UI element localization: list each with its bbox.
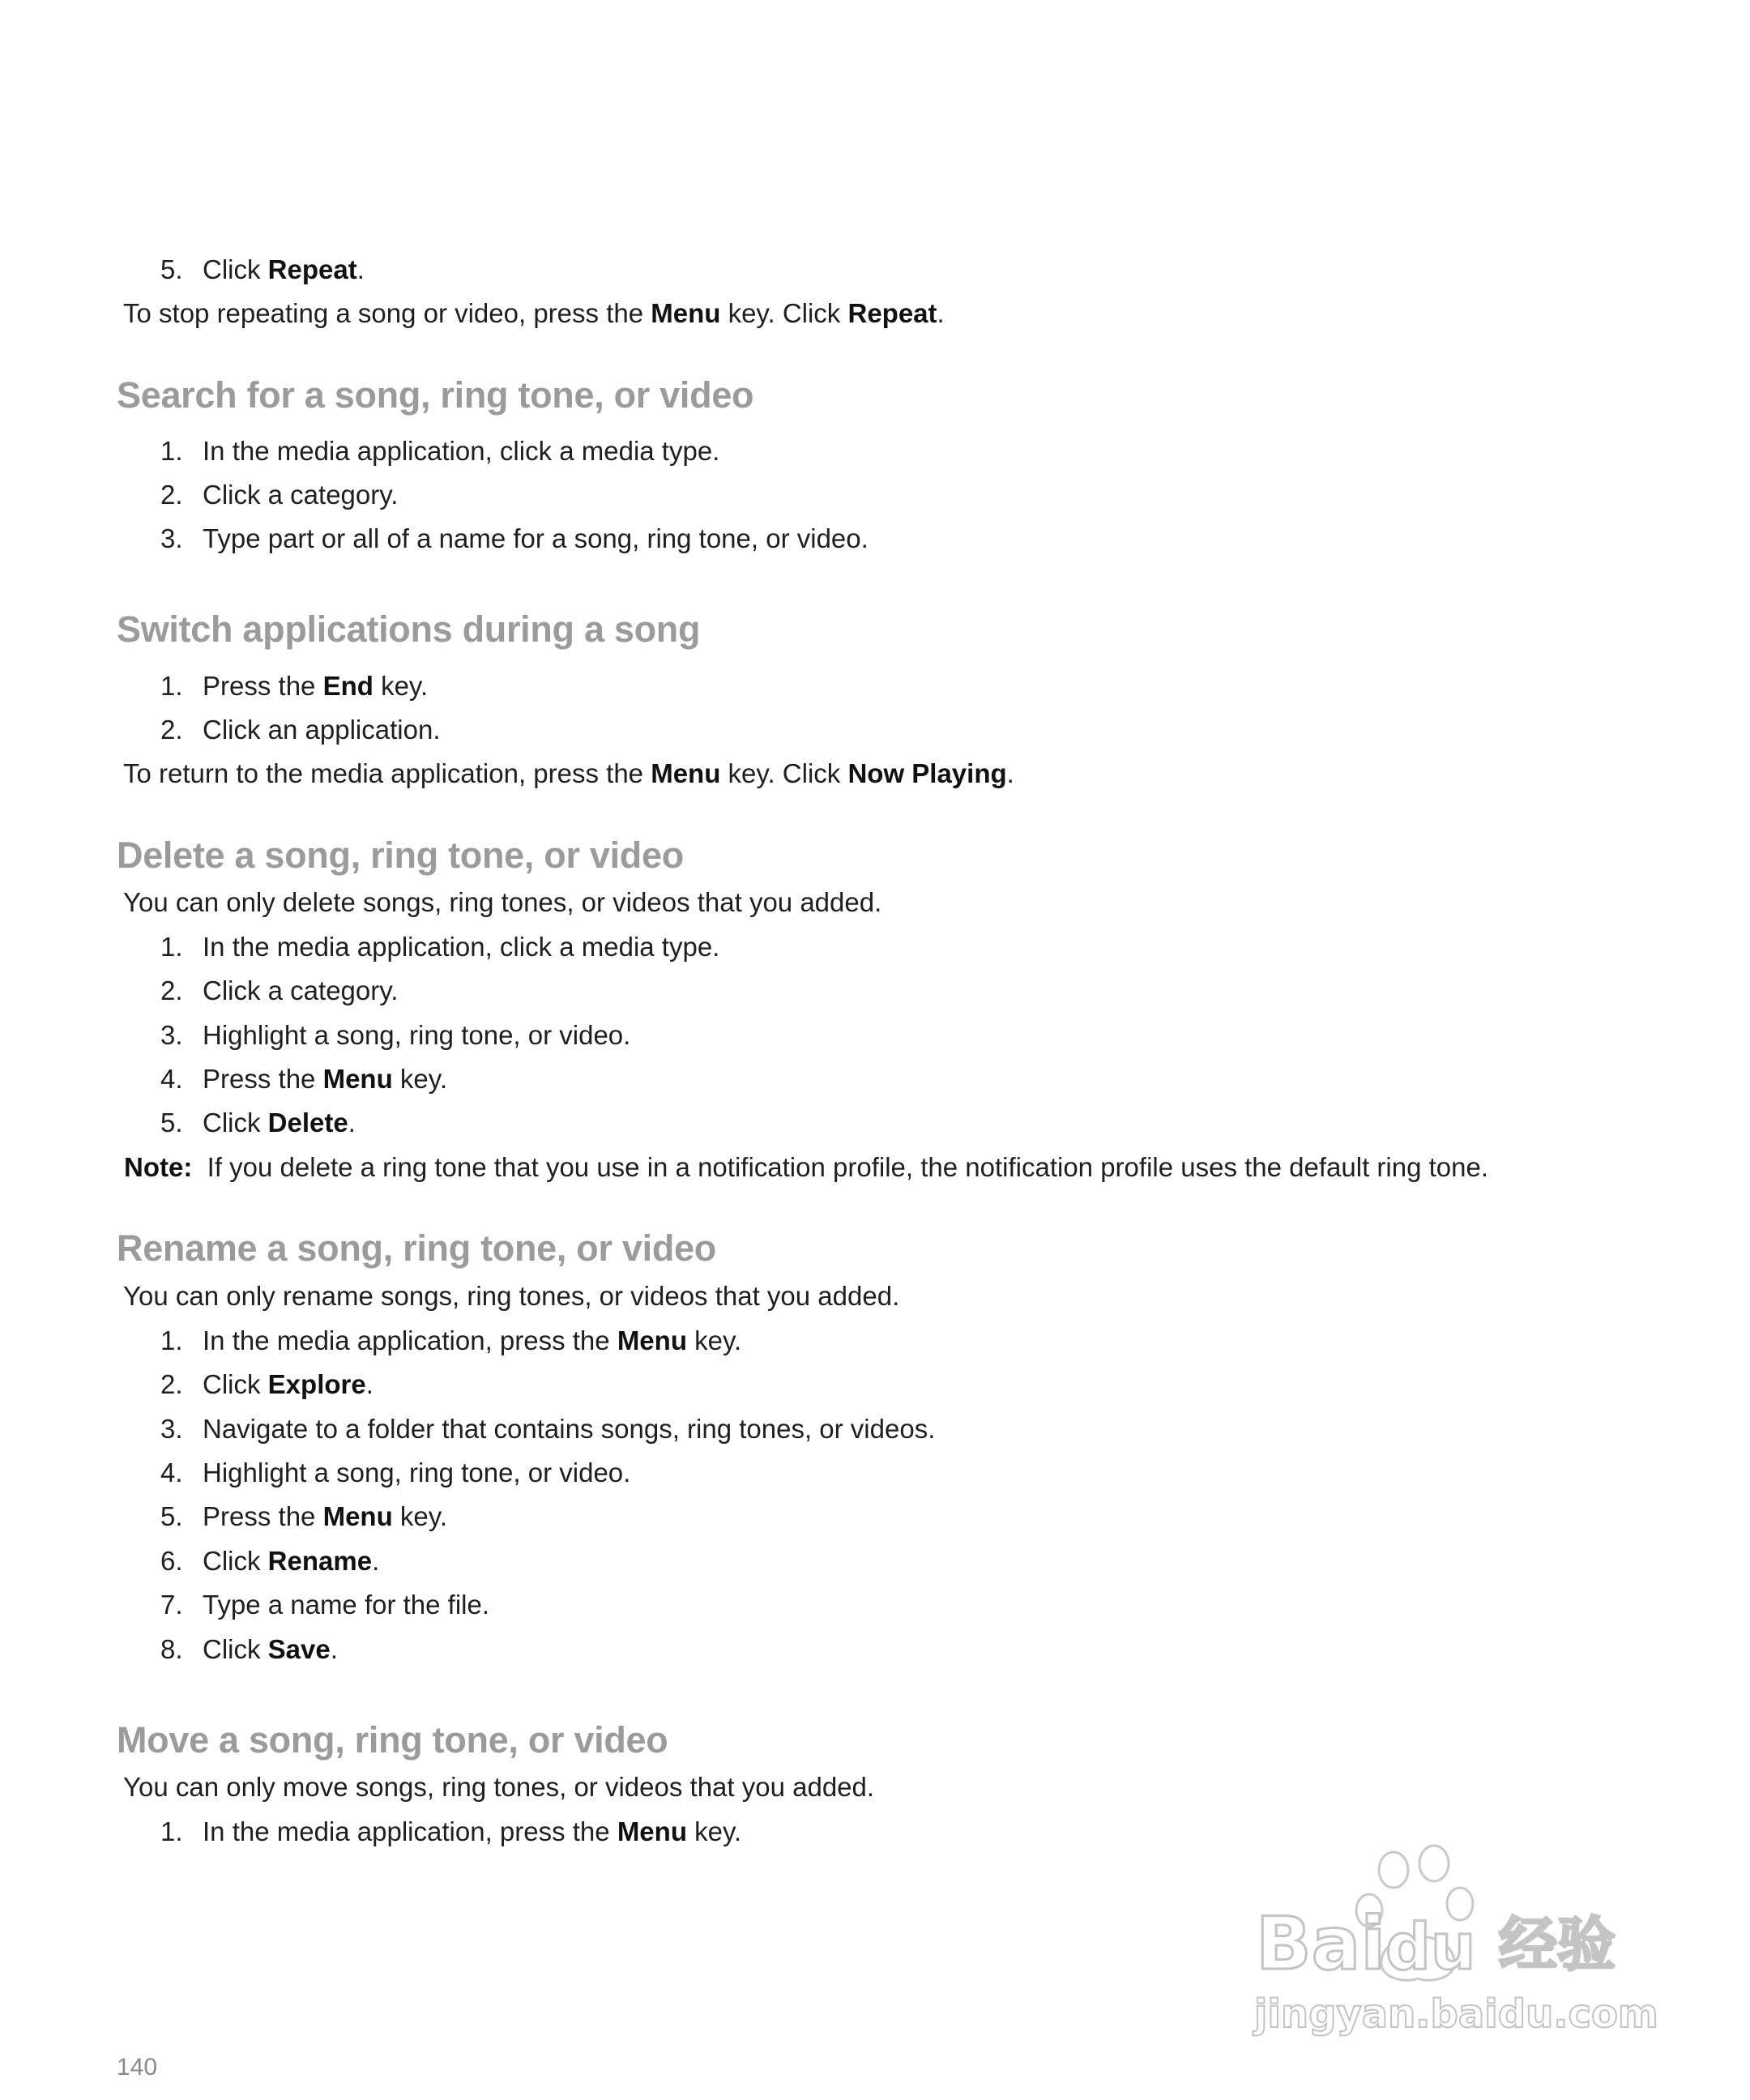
note: Note: If you delete a ring tone that you use in a notification profile, the notification profile uses the default ring tone. — [124, 1152, 1489, 1182]
list-item: 6. Click Rename. — [160, 1546, 380, 1576]
list-item: 2. Click a category. — [160, 480, 399, 510]
paw-toe-icon — [1379, 1852, 1408, 1888]
section-heading-delete: Delete a song, ring tone, or video — [117, 834, 684, 876]
list-item: 1. In the media application, press the Menu key. — [160, 1325, 742, 1355]
note-label: Note: — [124, 1152, 193, 1182]
section-heading-rename: Rename a song, ring tone, or video — [117, 1227, 716, 1269]
list-item: 4. Highlight a song, ring tone, or video. — [160, 1458, 631, 1488]
list-item: 3. Highlight a song, ring tone, or video. — [160, 1020, 631, 1050]
list-item: 2. Click a category. — [160, 975, 399, 1005]
list-item: 1. In the media application, press the Menu key. — [160, 1816, 742, 1846]
svg-text:jingyan.baidu.com: jingyan.baidu.com — [1254, 1991, 1658, 2037]
list-item: 1. In the media application, click a media type. — [160, 436, 720, 466]
list-item: 3. Navigate to a folder that contains songs, ring tones, or videos. — [160, 1414, 936, 1444]
list-item: 5. Click Delete. — [160, 1108, 356, 1138]
list-item: 8. Click Save. — [160, 1634, 338, 1664]
list-item: 7. Type a name for the file. — [160, 1590, 490, 1620]
list-item: 2. Click an application. — [160, 715, 441, 745]
list-item: 2. Click Explore. — [160, 1369, 373, 1399]
list-item: 4. Press the Menu key. — [160, 1064, 447, 1094]
svg-text:经验: 经验 — [1499, 1910, 1616, 1978]
baidu-jingyan-watermark-logo — [1240, 1839, 1661, 2050]
list-item: 5. Press the Menu key. — [160, 1501, 447, 1531]
section-heading-switch: Switch applications during a song — [117, 608, 701, 650]
svg-text:Bai: Bai — [1256, 1902, 1386, 1987]
list-item: 5. Click Repeat. — [160, 254, 365, 284]
section-intro: You can only move songs, ring tones, or videos that you added. — [123, 1772, 875, 1802]
section-intro: You can only rename songs, ring tones, or videos that you added. — [123, 1281, 900, 1311]
paragraph-note: To return to the media application, press the Menu key. Click Now Playing. — [123, 758, 1014, 788]
list-item: 1. Press the End key. — [160, 671, 429, 701]
section-heading-search: Search for a song, ring tone, or video — [117, 374, 754, 416]
section-heading-move: Move a song, ring tone, or video — [117, 1719, 668, 1761]
list-item: 3. Type part or all of a name for a song, ring tone, or video. — [160, 523, 869, 553]
section-intro: You can only delete songs, ring tones, or videos that you added. — [123, 887, 882, 917]
svg-text:du: du — [1385, 1911, 1476, 1984]
paragraph-note: To stop repeating a song or video, press the Menu key. Click Repeat. — [123, 298, 945, 328]
page-number: 140 — [117, 2054, 158, 2081]
list-item: 1. In the media application, click a media type. — [160, 932, 720, 962]
paw-toe-icon — [1419, 1846, 1449, 1881]
